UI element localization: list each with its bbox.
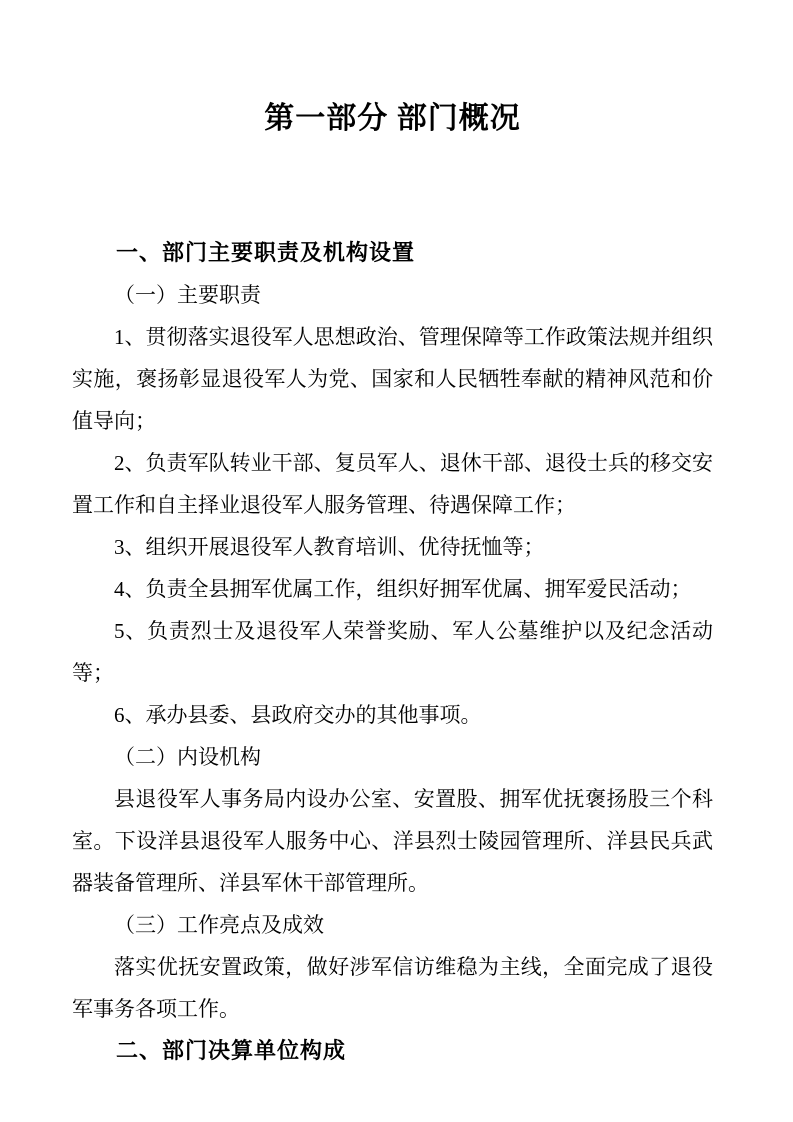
duty-item-2: 2、负责军队转业干部、复员军人、退休干部、退役士兵的移交安置工作和自主择业退役军人服务管理、待遇保障工作；: [72, 451, 713, 517]
duty-item-6: 6、承办县委、县政府交办的其他事项。: [114, 703, 482, 727]
internal-structure-paragraph: 县退役军人事务局内设办公室、安置股、拥军优抚褒扬股三个科室。下设洋县退役军人服务中心、洋县烈士陵园管理所、洋县民兵武器装备管理所、洋县军休干部管理所。: [72, 787, 713, 895]
section-heading-1: 一、部门主要职责及机构设置: [116, 240, 416, 265]
sub-heading-work-highlights: （三）工作亮点及成效: [114, 913, 324, 937]
sub-heading-internal-structure: （二）内设机构: [114, 745, 261, 769]
duty-item-3: 3、组织开展退役军人教育培训、优待抚恤等；: [114, 535, 545, 559]
duty-item-1: 1、贯彻落实退役军人思想政治、管理保障等工作政策法规并组织实施，褒扬彰显退役军人为党、国家和人民牺牲奉献的精神风范和价值导向；: [72, 325, 713, 433]
sub-heading-main-duties: （一）主要职责: [114, 283, 261, 307]
page-title: 第一部分 部门概况: [264, 102, 521, 135]
duty-item-4: 4、负责全县拥军优属工作，组织好拥军优属、拥军爱民活动；: [114, 577, 692, 601]
work-highlights-paragraph: 落实优抚安置政策，做好涉军信访维稳为主线，全面完成了退役军事务各项工作。: [72, 955, 713, 1021]
duty-item-5: 5、负责烈士及退役军人荣誉奖励、军人公墓维护以及纪念活动等；: [72, 619, 713, 685]
document-body: [72, 232, 713, 1072]
section-heading-2: 二、部门决算单位构成: [116, 1038, 347, 1063]
